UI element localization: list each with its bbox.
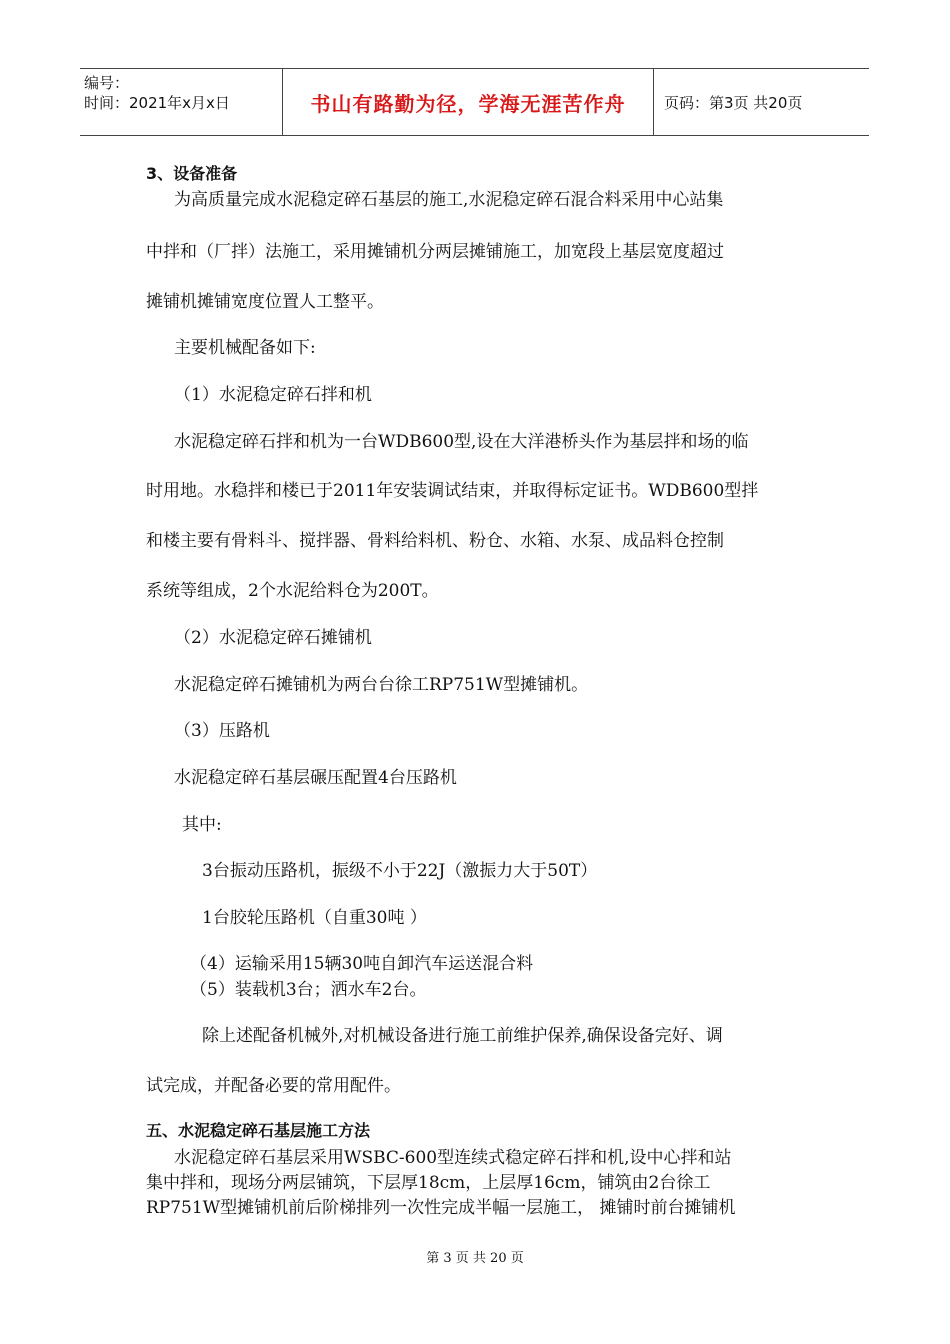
paragraph-line: 和楼主要有骨料斗、搅拌器、骨料给料机、粉仓、水箱、水泵、成品料仓控制 bbox=[146, 531, 724, 551]
paragraph-line: 中拌和（厂拌）法施工，采用摊铺机分两层摊铺施工，加宽段上基层宽度超过 bbox=[146, 242, 724, 262]
section-heading-equipment: 3、设备准备 bbox=[146, 164, 238, 183]
header-page-info: 页码：第3页 共20页 bbox=[664, 93, 803, 112]
page-footer: 第 3 页 共 20 页 bbox=[426, 1251, 524, 1266]
paragraph-line: 水泥稳定碎石摊铺机为两台台徐工RP751W型摊铺机。 bbox=[174, 675, 589, 695]
paragraph-line: 系统等组成，2个水泥给料仓为200T。 bbox=[146, 581, 439, 601]
list-item: （4）运输采用15辆30吨自卸汽车运送混合料 bbox=[190, 954, 534, 974]
header-motto: 书山有路勤为径，学海无涯苦作舟 bbox=[310, 91, 626, 116]
section-heading-method: 五、水泥稳定碎石基层施工方法 bbox=[146, 1121, 371, 1140]
item-heading: （3）压路机 bbox=[174, 721, 270, 741]
machines-intro: 主要机械配备如下: bbox=[174, 338, 316, 358]
paragraph-line: 其中: bbox=[182, 815, 222, 835]
paragraph-line: 集中拌和，现场分两层铺筑，下层厚18cm，上层厚16cm，铺筑由2台徐工 bbox=[146, 1173, 711, 1193]
item-heading: （2）水泥稳定碎石摊铺机 bbox=[174, 628, 372, 648]
paragraph-line: 时用地。水稳拌和楼已于2011年安装调试结束，并取得标定证书。WDB600型拌 bbox=[146, 481, 759, 501]
paragraph-line: 水泥稳定碎石基层碾压配置4台压路机 bbox=[174, 768, 457, 788]
header-number-label: 编号： bbox=[84, 74, 130, 92]
paragraph-line: 试完成，并配备必要的常用配件。 bbox=[146, 1076, 401, 1096]
paragraph-line: 为高质量完成水泥稳定碎石基层的施工,水泥稳定碎石混合料采用中心站集 bbox=[174, 190, 724, 210]
header-motto-cell bbox=[282, 69, 654, 135]
paragraph-line: 摊铺机摊铺宽度位置人工整平。 bbox=[146, 292, 384, 312]
header-meta bbox=[80, 69, 282, 135]
page-header bbox=[80, 68, 869, 136]
paragraph-line: 水泥稳定碎石拌和机为一台WDB600型,设在大洋港桥头作为基层拌和场的临 bbox=[174, 432, 749, 452]
paragraph-line: 水泥稳定碎石基层采用WSBC-600型连续式稳定碎石拌和机,设中心拌和站 bbox=[174, 1148, 732, 1168]
list-item: 3台振动压路机，振级不小于22J（激振力大于50T） bbox=[202, 861, 598, 881]
paragraph-line: RP751W型摊铺机前后阶梯排列一次性完成半幅一层施工， 摊铺时前台摊铺机 bbox=[146, 1198, 736, 1218]
paragraph-line: 除上述配备机械外,对机械设备进行施工前维护保养,确保设备完好、调 bbox=[202, 1026, 723, 1046]
item-heading: （1）水泥稳定碎石拌和机 bbox=[174, 385, 372, 405]
list-item: （5）装载机3台；洒水车2台。 bbox=[190, 980, 427, 1000]
list-item: 1台胶轮压路机（自重30吨 ） bbox=[202, 908, 427, 928]
header-date: 时间：2021年x月x日 bbox=[84, 94, 230, 112]
